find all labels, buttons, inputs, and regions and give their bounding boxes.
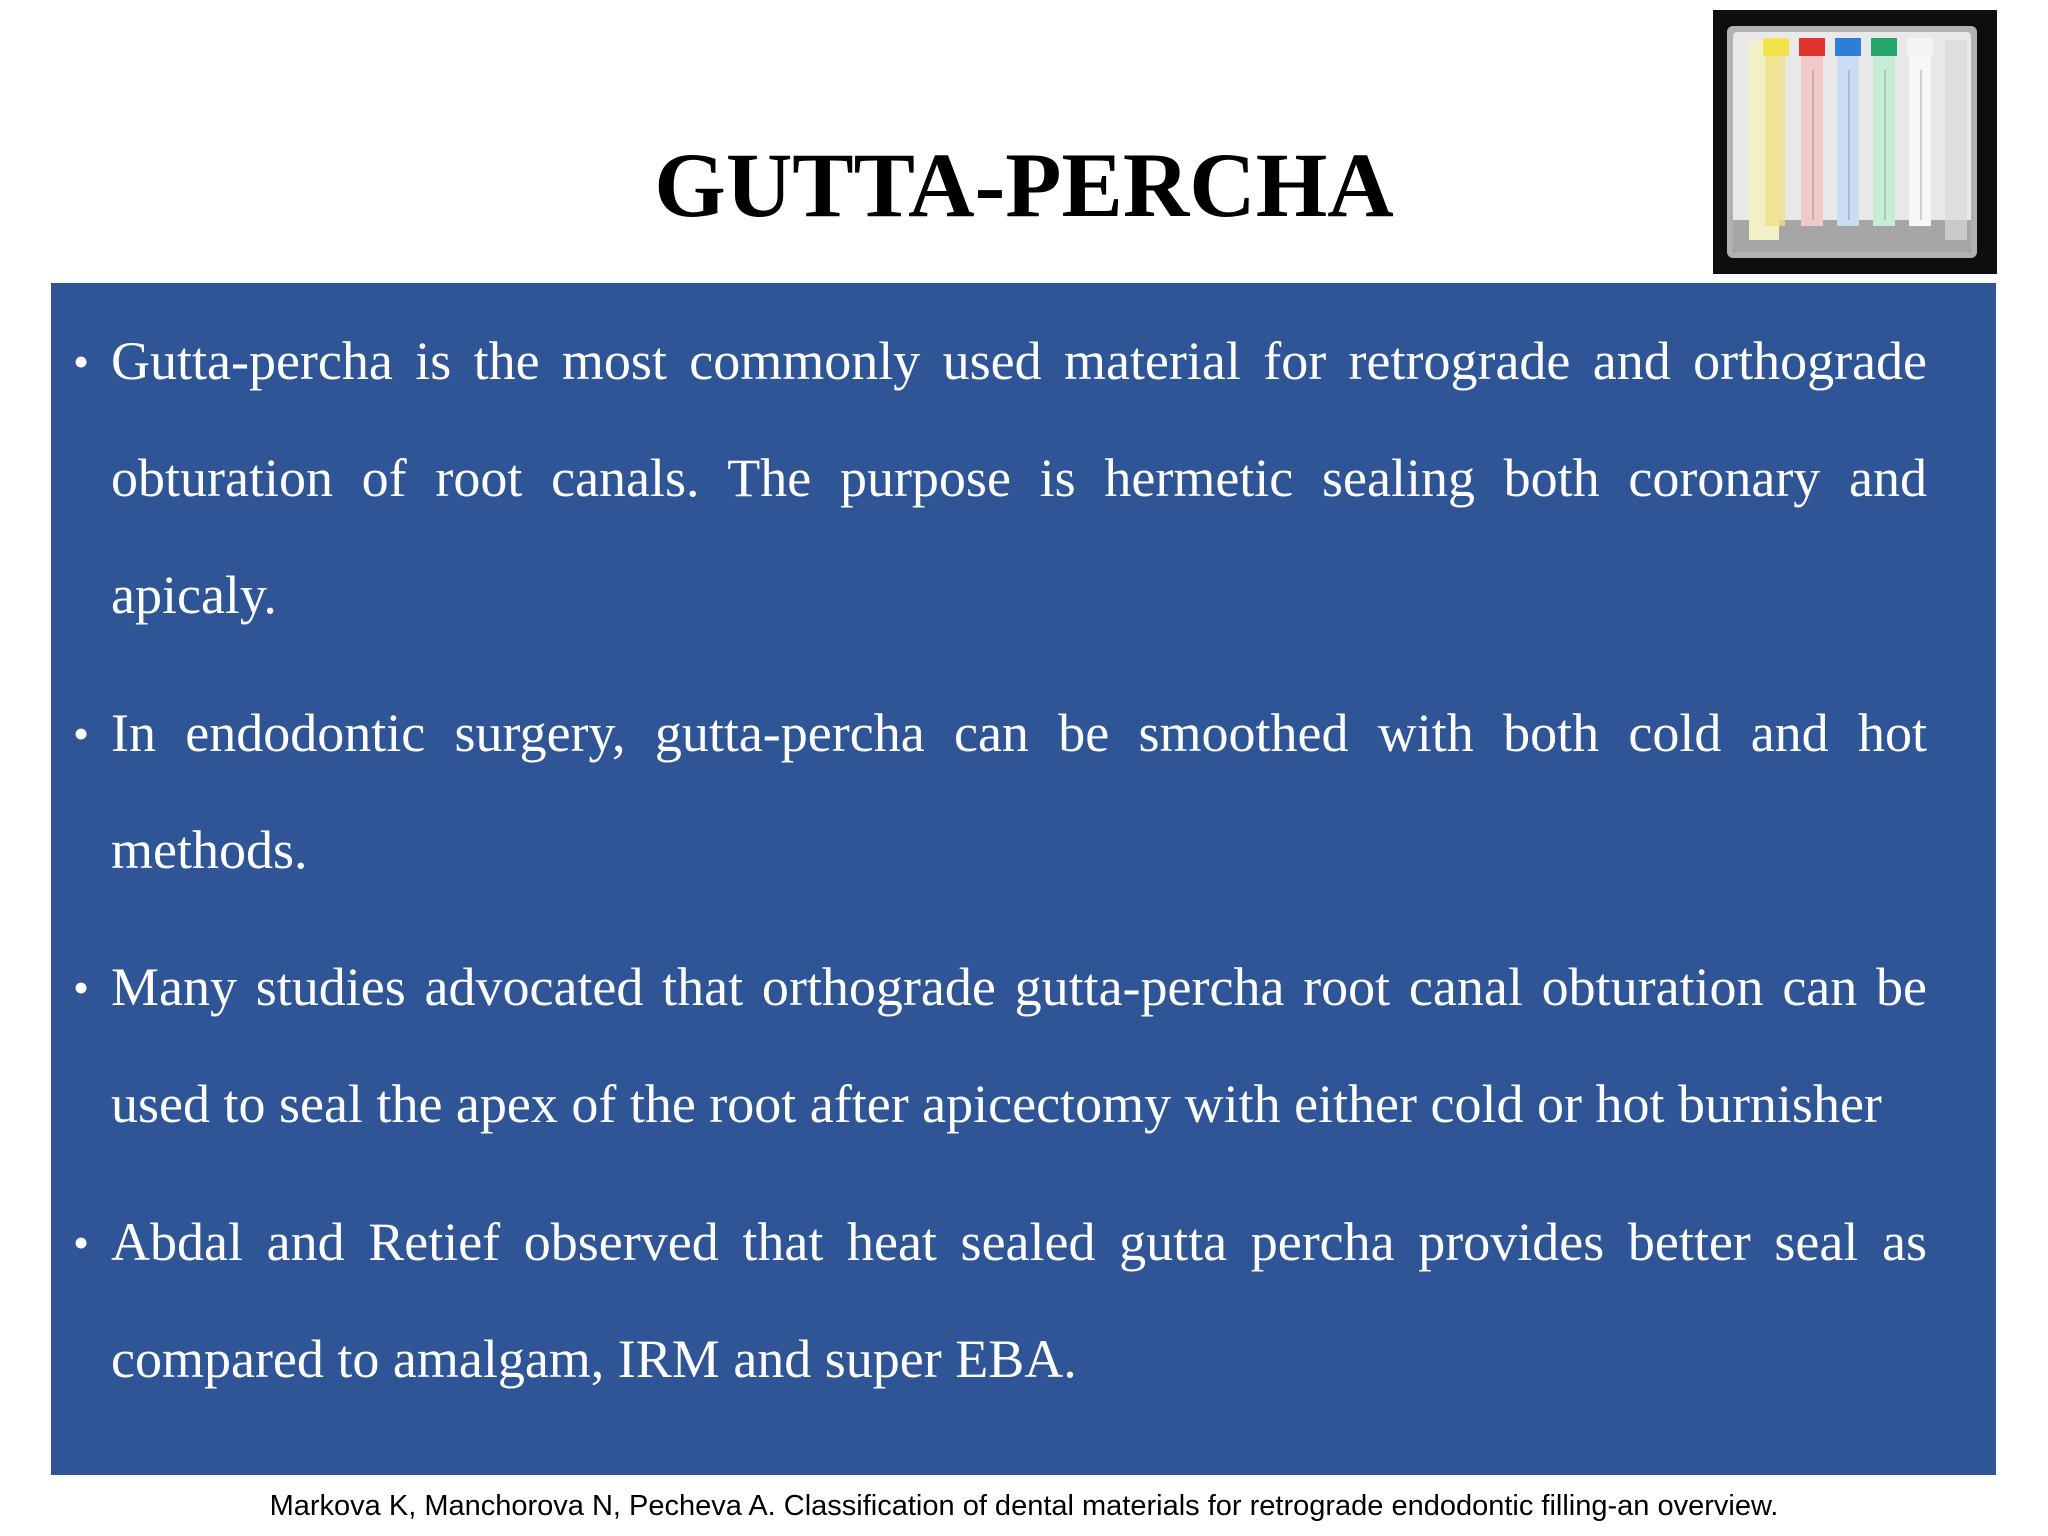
bullet-item	[73, 929, 1927, 1163]
bullet-item	[73, 675, 1927, 909]
bullet-marker: •	[73, 336, 90, 387]
citation: Markova K, Manchorova N, Pecheva A. Classification of dental materials for retrograde endodontic filling-an overview.	[269, 1490, 1779, 1522]
gutta-percha-points-photo	[1713, 10, 1997, 274]
bullet-item	[73, 1184, 1927, 1418]
bullet-marker: •	[73, 962, 90, 1013]
bullet-text: Many studies advocated that orthograde gutta-percha root canal obturation can be used to seal the apex of the root after apicectomy with either cold or hot burnisher	[111, 957, 1927, 1134]
bullet-item	[73, 303, 1927, 654]
content-box	[51, 283, 1996, 1475]
slide-title: GUTTA-PERCHA	[654, 134, 1394, 236]
bullet-text: Abdal and Retief observed that heat sealed gutta percha provides better seal as compared to amalgam, IRM and super EBA.	[111, 1212, 1927, 1389]
bullet-marker: •	[73, 1217, 90, 1268]
bullet-text: In endodontic surgery, gutta-percha can be smoothed with both cold and hot methods.	[111, 703, 1927, 880]
gutta-percha-box-image	[1713, 10, 1997, 274]
bullet-marker: •	[73, 708, 90, 759]
bullet-text: Gutta-percha is the most commonly used material for retrograde and orthograde obturation of root canals. The purpose is hermetic sealing both coronary and apicaly.	[111, 331, 1927, 625]
